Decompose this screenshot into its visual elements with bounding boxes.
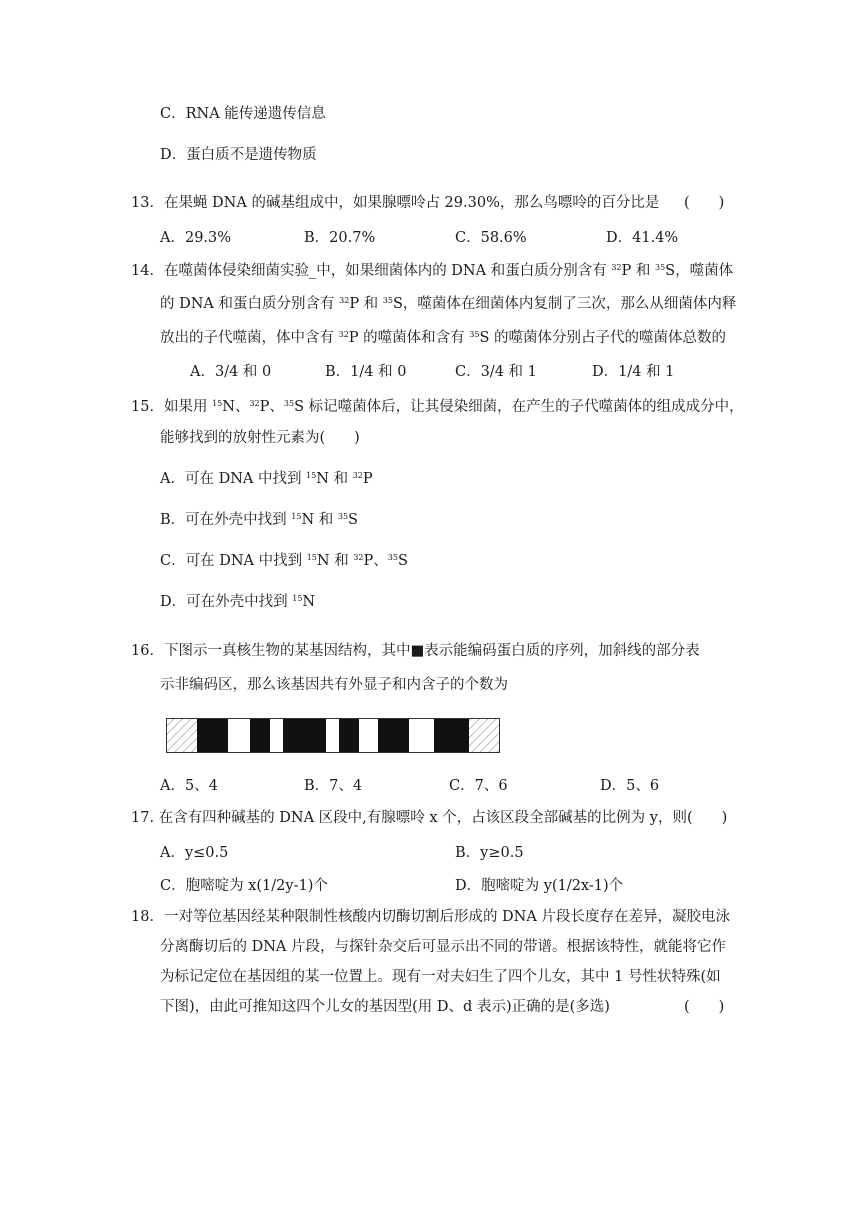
q14-option-a: A．3/4 和 0: [190, 364, 272, 380]
q18-answer-paren: ( ): [684, 999, 725, 1015]
noncoding-region-right: [469, 719, 499, 752]
q13-option-a: A．29.3%: [160, 230, 232, 246]
exon-3: [283, 719, 326, 752]
q14-line-1: 14．在噬菌体侵染细菌实验_中，如果细菌体内的 DNA 和蛋白质分别含有 $^{32}$P 和 $^{35}$S，噬菌体: [131, 263, 734, 279]
noncoding-region-left: [167, 719, 197, 752]
exon-1: [197, 719, 228, 752]
q14-line-3: 放出的子代噬菌，体中含有 $^{32}$P 的噬菌体和含有 $^{35}$S 的噬菌体分别占子代的噬菌体总数的: [160, 330, 727, 346]
q18-line-1: 18．一对等位基因经某种限制性核酸内切酶切割后形成的 DNA 片段长度存在差异，凝胶电泳: [131, 909, 730, 925]
q14-option-d: D．1/4 和 1: [592, 364, 675, 380]
gene-structure-diagram: [166, 718, 500, 754]
exon-4: [339, 719, 359, 752]
q18-line-3: 为标记定位在基因组的某一位置上。现有一对夫妇生了四个儿女，其中 1 号性状特殊(如: [160, 969, 721, 985]
q13-option-d: D．41.4%: [606, 230, 679, 246]
q15-option-c: C．可在 DNA 中找到 $^{15}$N 和 $^{32}$P、$^{35}$S: [160, 553, 408, 569]
q16-line-1: 16．下图示一真核生物的某基因结构，其中■表示能编码蛋白质的序列，加斜线的部分表: [131, 643, 700, 659]
exon-6: [434, 719, 469, 752]
q16-line-2: 示非编码区，那么该基因共有外显子和内含子的个数为: [160, 677, 508, 693]
q17-option-a: A．y≤0.5: [160, 845, 229, 861]
q12-option-c: C．RNA 能传递遗传信息: [160, 106, 326, 122]
q17-stem: 17. 在含有四种碱基的 DNA 区段中,有腺嘌呤 x 个，占该区段全部碱基的比例为 y，则( ): [131, 810, 728, 826]
q15-option-d: D．可在外壳中找到 $^{15}$N: [160, 594, 316, 610]
q17-option-d: D．胞嘧啶为 y(1/2x-1)个: [455, 878, 624, 894]
q13-stem: 13．在果蝇 DNA 的碱基组成中，如果腺嘌呤占 29.30%，那么鸟嘌呤的百分比是: [131, 195, 660, 211]
q14-line-2: 的 DNA 和蛋白质分别含有 $^{32}$P 和 $^{35}$S，噬菌体在细菌体内复制了三次，那么从细菌体内释: [160, 296, 737, 312]
q16-option-b: B．7、4: [304, 778, 363, 794]
q16-option-c: C．7、6: [449, 778, 508, 794]
q17-option-b: B．y≥0.5: [455, 845, 524, 861]
q15-option-a: A．可在 DNA 中找到 $^{15}$N 和 $^{32}$P: [160, 471, 373, 487]
q13-option-c: C．58.6%: [455, 230, 527, 246]
q12-option-d: D．蛋白质不是遗传物质: [160, 147, 317, 163]
q15-option-b: B．可在外壳中找到 $^{15}$N 和 $^{35}$S: [160, 512, 358, 528]
q16-option-d: D．5、6: [600, 778, 660, 794]
q14-option-b: B．1/4 和 0: [325, 364, 407, 380]
q15-line-1: 15．如果用 $^{15}$N、$^{32}$P、$^{35}$S 标记噬菌体后，让其侵染细菌，在产生的子代噬菌体的组成成分中，: [131, 399, 744, 415]
q16-option-a: A．5、4: [160, 778, 218, 794]
q15-line-2: 能够找到的放射性元素为( ): [160, 430, 360, 446]
q13-answer-paren: ( ): [684, 195, 725, 211]
q13-option-b: B．20.7%: [304, 230, 376, 246]
q18-line-4: 下图)，由此可推知这四个儿女的基因型(用 D、d 表示)正确的是(多选): [160, 999, 610, 1015]
q17-option-c: C．胞嘧啶为 x(1/2y-1)个: [160, 878, 328, 894]
q14-option-c: C．3/4 和 1: [455, 364, 537, 380]
exon-5: [378, 719, 409, 752]
q18-line-2: 分离酶切后的 DNA 片段，与探针杂交后可显示出不同的带谱。根据该特性，就能将它作: [160, 939, 726, 955]
exon-2: [250, 719, 270, 752]
